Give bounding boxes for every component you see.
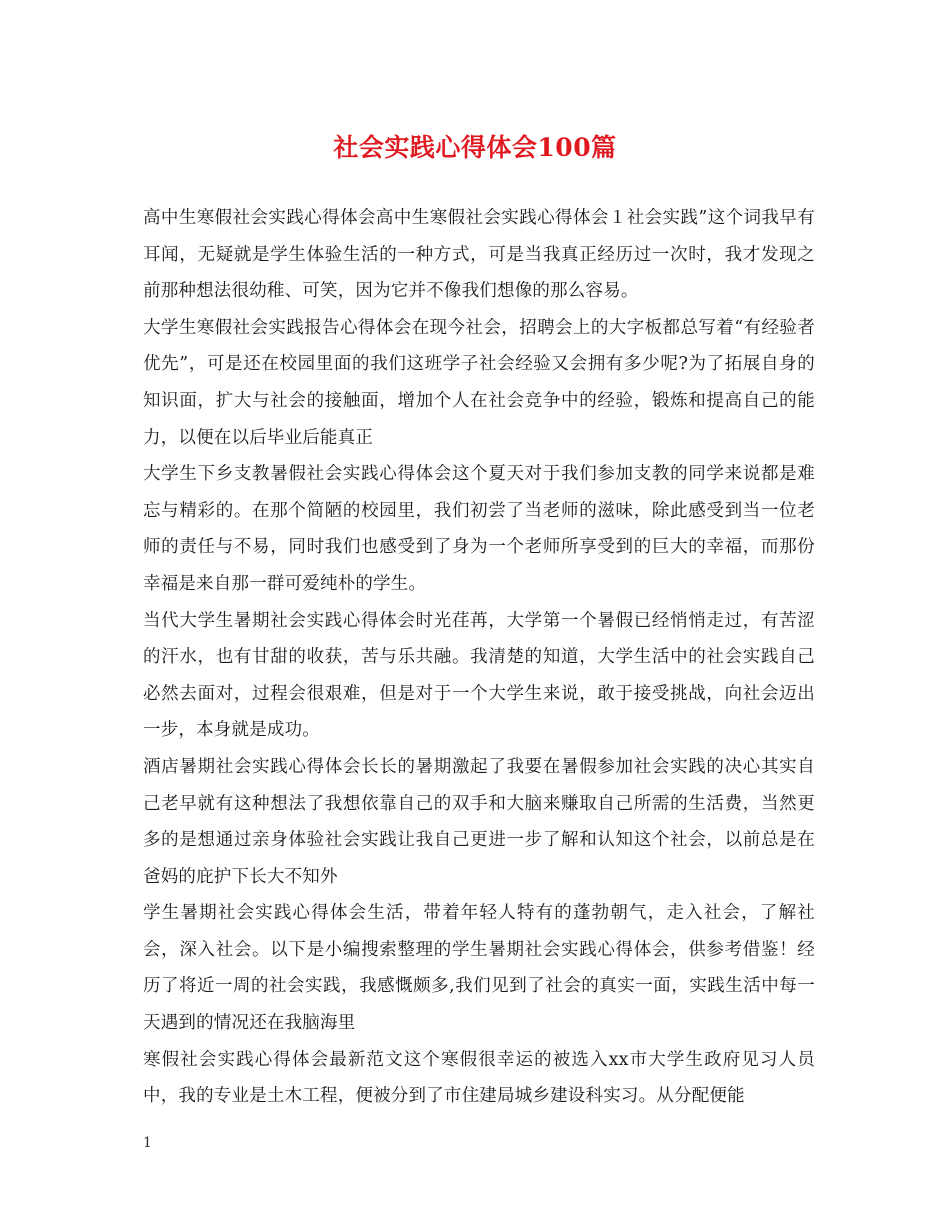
paragraph-6: 学生暑期社会实践心得体会生活，带着年轻人特有的蓬勃朝气，走入社会，了解社会，深入社会。以下是小编搜索整理的学生暑期社会实践心得体会，供参考借鉴！经历了将近一周的社会实践，我感慨颇多,我们见到了社会的真实一面，实践生活中每一天遇到的情况还在我脑海里 — [143, 903, 815, 1034]
page-number: 1 — [143, 1135, 152, 1151]
paragraph-3: 大学生下乡支教暑假社会实践心得体会这个夏天对于我们参加支教的同学来说都是难忘与精彩的。在那个简陋的校园里，我们初尝了当老师的滋味，除此感受到当一位老师的责任与不易，同时我们也感受到了身为一个老师所享受到的巨大的幸福，而那份幸福是来自那一群可爱纯朴的学生。 — [143, 464, 815, 594]
paragraph-4: 当代大学生暑期社会实践心得体会时光荏苒，大学第一个暑假已经悄悄走过，有苦涩的汗水，也有甘甜的收获，苦与乐共融。我清楚的知道，大学生活中的社会实践自己必然去面对，过程会很艰难，但是对于一个大学生来说，敢于接受挑战，向社会迈出一步，本身就是成功。 — [143, 610, 815, 741]
document-title: 社会实践心得体会100篇 — [333, 133, 617, 162]
paragraph-7: 寒假社会实践心得体会最新范文这个寒假很幸运的被选入xx市大学生政府见习人员中，我的专业是土木工程，便被分到了市住建局城乡建设科实习。从分配便能 — [143, 1049, 815, 1107]
paragraph-1: 高中生寒假社会实践心得体会高中生寒假社会实践心得体会１社会实践”这个词我早有耳闻，无疑就是学生体验生活的一种方式，可是当我真正经历过一次时，我才发现之前那种想法很幼稚、可笑，因为它并不像我们想像的那么容易。 — [143, 208, 815, 302]
paragraph-2: 大学生寒假社会实践报告心得体会在现今社会，招聘会上的大字板都总写着“有经验者优先”，可是还在校园里面的我们这班学子社会经验又会拥有多少呢?为了拓展自身的知识面，扩大与社会的接触面，增加个人在社会竞争中的经验，锻炼和提高自己的能力，以便在以后毕业后能真正 — [143, 317, 815, 448]
paragraph-5: 酒店暑期社会实践心得体会长长的暑期激起了我要在暑假参加社会实践的决心其实自己老早就有这种想法了我想依靠自己的双手和大脑来赚取自己所需的生活费，当然更多的是想通过亲身体验社会实践让我自己更进一步了解和认知这个社会，以前总是在爸妈的庇护下长大不知外 — [143, 756, 815, 887]
document-body — [143, 200, 815, 1115]
